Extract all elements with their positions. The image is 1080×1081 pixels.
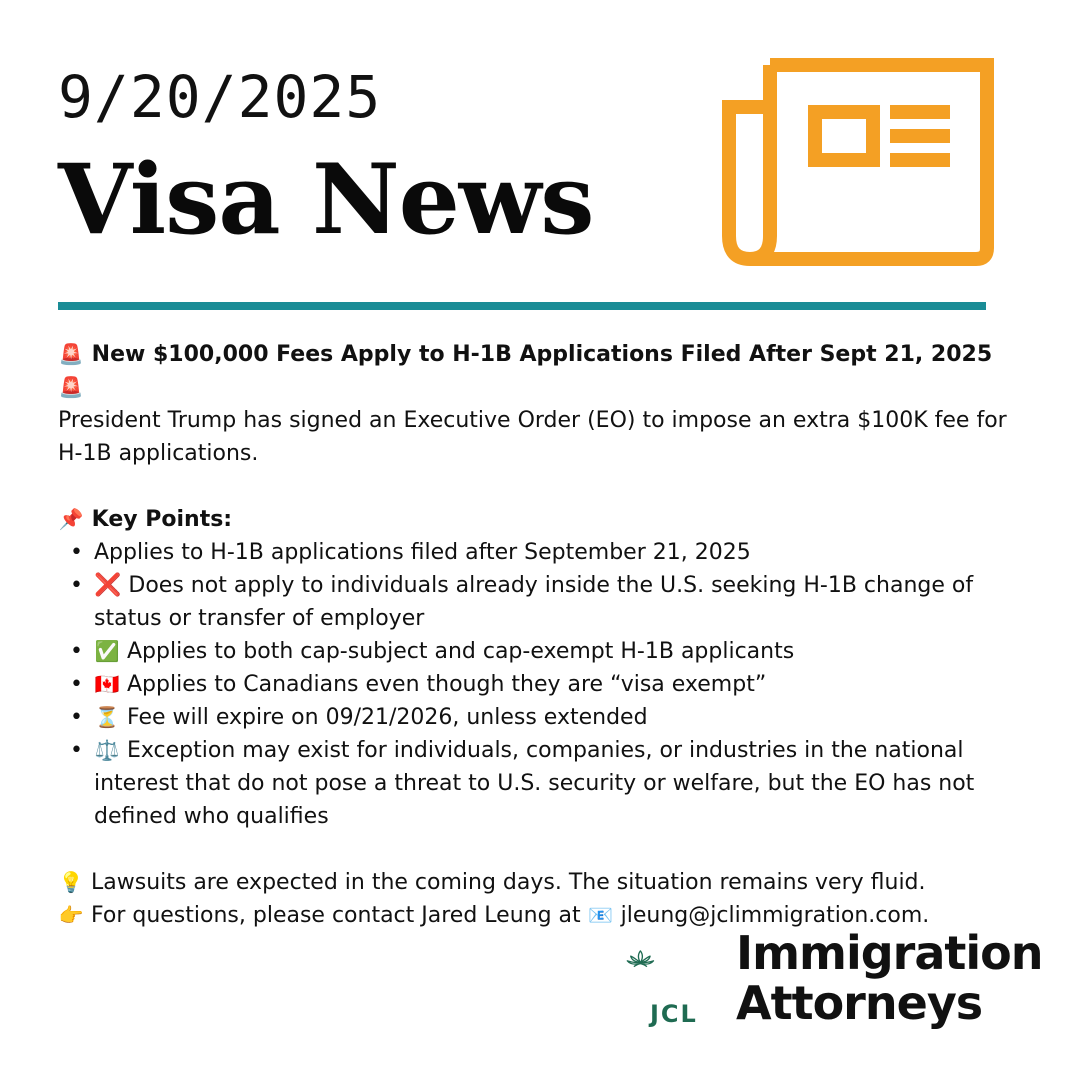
logo-wordmark	[736, 928, 1043, 1028]
logo-line-1: Immigration	[736, 926, 1043, 980]
page-title: Visa News	[58, 143, 594, 256]
list-item: • ⚖️ Exception may exist for individuals, companies, or industries in the national interest that do not pose a threat to U.S. security or welfare, but the EO has not defined who qualifies	[58, 734, 1018, 833]
point-text: Applies to H-1B applications filed after September 21, 2025	[94, 540, 751, 565]
list-item: • ❌ Does not apply to individuals already inside the U.S. seeking H-1B change of status or transfer of employer	[70, 573, 974, 631]
date-heading: 9/20/2025	[58, 63, 382, 131]
point-text: Fee will expire on 09/21/2026, unless extended	[127, 705, 648, 730]
pointing-hand-icon: 👉	[58, 903, 84, 927]
article-headline	[58, 338, 1018, 404]
point-text: Does not apply to individuals already inside the U.S. seeking H-1B change of status or transfer of employer	[94, 573, 974, 631]
key-points-label: Key Points:	[91, 507, 233, 532]
point-text: Applies to both cap-subject and cap-exempt H-1B applicants	[127, 639, 795, 664]
lightbulb-icon: 💡	[58, 870, 84, 894]
pushpin-icon: 📌	[58, 507, 84, 531]
key-points-heading	[58, 503, 1018, 536]
key-points-list	[58, 536, 1018, 833]
list-item: • ⏳ Fee will expire on 09/21/2026, unless extended	[58, 701, 1018, 734]
canada-flag-icon: 🇨🇦	[94, 672, 120, 696]
contact-email[interactable]: jleung@jclimmigration.com.	[620, 903, 930, 928]
siren-icon: 🚨	[58, 342, 84, 366]
lotus-logo-icon	[626, 924, 736, 1004]
envelope-icon: 📧	[588, 903, 614, 927]
list-item: • ✅ Applies to both cap-subject and cap-exempt H-1B applicants	[58, 635, 1018, 668]
logo-line-2: Attorneys	[736, 976, 983, 1030]
point-text: Applies to Canadians even though they are “visa exempt”	[127, 672, 767, 697]
headline-text: New $100,000 Fees Apply to H-1B Applications Filed After Sept 21, 2025	[91, 342, 993, 367]
scales-icon: ⚖️	[94, 738, 120, 762]
article-intro: President Trump has signed an Executive Order (EO) to impose an extra $100K fee for H-1B applications.	[58, 408, 1007, 466]
list-item: • 🇨🇦 Applies to Canadians even though they are “visa exempt”	[58, 668, 1018, 701]
hourglass-icon: ⏳	[94, 705, 120, 729]
divider	[58, 302, 986, 310]
article-body	[58, 338, 1018, 932]
contact-prefix: For questions, please contact Jared Leung at	[91, 903, 581, 928]
note-line	[58, 866, 1018, 899]
check-icon: ✅	[94, 639, 120, 663]
newspaper-icon	[722, 58, 994, 266]
point-text: Exception may exist for individuals, companies, or industries in the national interest that do not pose a threat to U.S. security or welfare, but the EO has not defined who qualifies	[94, 738, 975, 829]
note-text: Lawsuits are expected in the coming days. The situation remains very fluid.	[91, 870, 926, 895]
list-item: • Applies to H-1B applications filed after September 21, 2025	[70, 540, 751, 565]
logo-mark-text: JCL	[650, 1000, 698, 1028]
siren-icon: 🚨	[58, 375, 84, 399]
cross-icon: ❌	[94, 573, 122, 598]
